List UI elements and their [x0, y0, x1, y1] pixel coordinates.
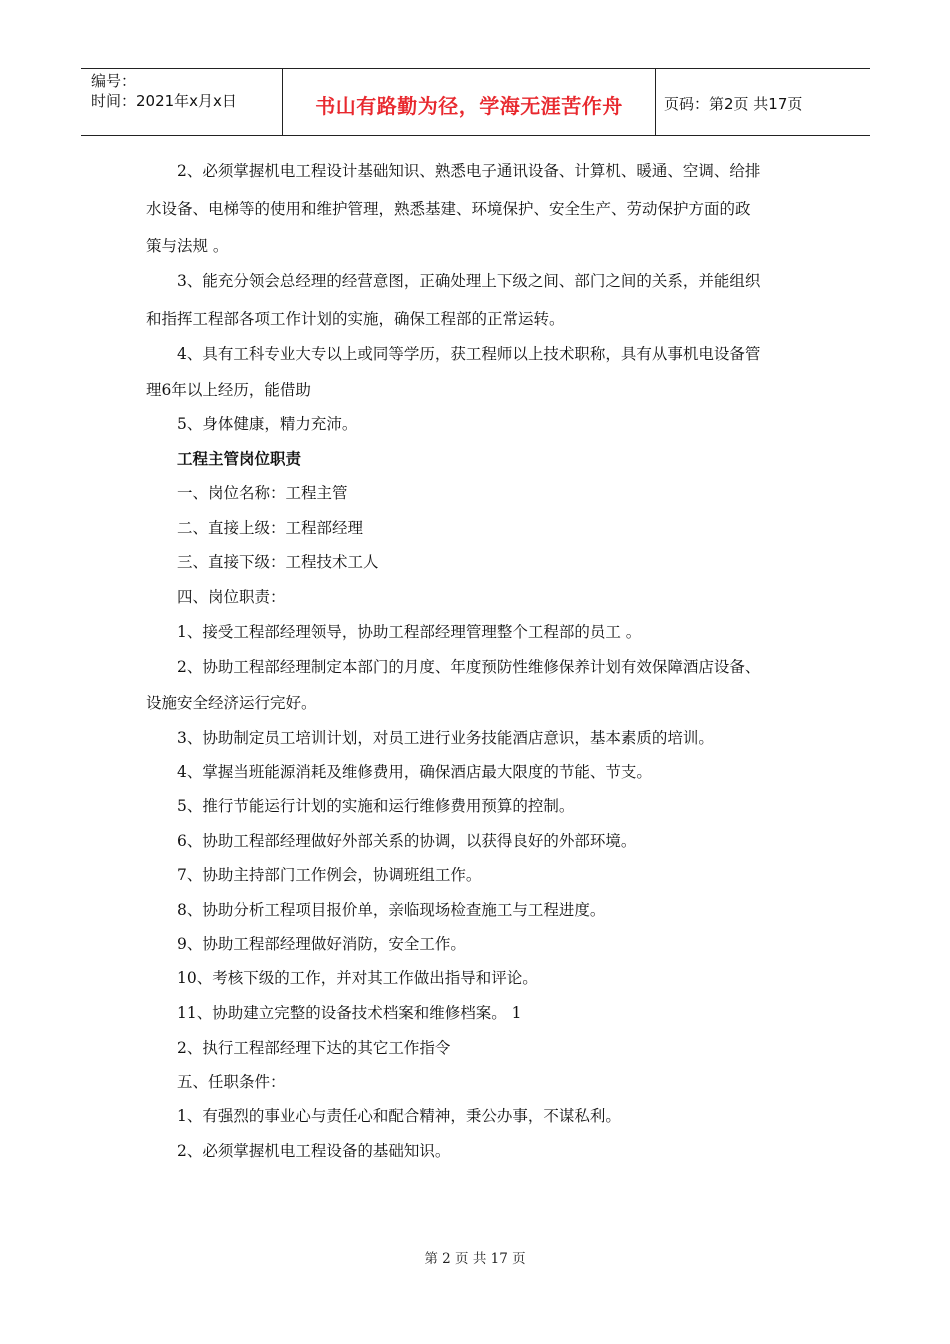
paragraph-line: 5、身体健康，精力充沛。 [177, 415, 358, 433]
duty-item: 3、协助制定员工培训计划，对员工进行业务技能酒店意识，基本素质的培训。 [177, 729, 714, 747]
requirement-item: 1、有强烈的事业心与责任心和配合精神，秉公办事，不谋私利。 [177, 1107, 621, 1125]
header-motto: 书山有路勤为径，学海无涯苦作舟 [283, 69, 656, 135]
duty-item: 5、推行节能运行计划的实施和运行维修费用预算的控制。 [177, 797, 575, 815]
paragraph-line: 理6年以上经历，能借助 [146, 381, 311, 399]
duty-item-cont: 设施安全经济运行完好。 [146, 694, 317, 712]
list-item: 一、岗位名称：工程主管 [177, 484, 348, 502]
duty-item: 8、协助分析工程项目报价单，亲临现场检查施工与工程进度。 [177, 901, 606, 919]
paragraph-line: 水设备、电梯等的使用和维护管理，熟悉基建、环境保护、安全生产、劳动保护方面的政 [146, 200, 751, 218]
paragraph-line: 策与法规 。 [146, 237, 229, 255]
paragraph-line: 和指挥工程部各项工作计划的实施，确保工程部的正常运转。 [146, 310, 565, 328]
page-header [81, 68, 870, 136]
header-page-info: 页码：第2页 共17页 [664, 94, 803, 113]
duty-item: 1、接受工程部经理领导，协助工程部经理管理整个工程部的员工 。 [177, 623, 642, 641]
section-title: 工程主管岗位职责 [177, 450, 302, 468]
paragraph-line: 3、能充分领会总经理的经营意图，正确处理上下级之间、部门之间的关系，并能组织 [177, 272, 761, 290]
duty-item: 9、协助工程部经理做好消防，安全工作。 [177, 935, 466, 953]
duty-item: 11、协助建立完整的设备技术档案和维修档案。 1 [177, 1004, 522, 1022]
date-label: 时间：2021年x月x日 [91, 92, 237, 110]
doc-number-label: 编号： [91, 72, 137, 90]
list-item: 五、任职条件： [177, 1073, 286, 1091]
duty-item: 10、考核下级的工作，并对其工作做出指导和评论。 [177, 969, 538, 987]
duty-item: 7、协助主持部门工作例会，协调班组工作。 [177, 866, 482, 884]
list-item: 四、岗位职责： [177, 588, 286, 606]
header-meta [81, 69, 283, 135]
requirement-item: 2、必须掌握机电工程设备的基础知识。 [177, 1142, 451, 1160]
duty-item: 2、执行工程部经理下达的其它工作指令 [177, 1039, 451, 1057]
duty-item: 2、协助工程部经理制定本部门的月度、年度预防性维修保养计划有效保障酒店设备、 [177, 658, 761, 676]
duty-item: 6、协助工程部经理做好外部关系的协调，以获得良好的外部环境。 [177, 832, 637, 850]
list-item: 二、直接上级：工程部经理 [177, 519, 364, 537]
paragraph-line: 2、必须掌握机电工程设计基础知识、熟悉电子通讯设备、计算机、暖通、空调、给排 [177, 162, 761, 180]
duty-item: 4、掌握当班能源消耗及维修费用，确保酒店最大限度的节能、节支。 [177, 763, 652, 781]
page-footer: 第 2 页 共 17 页 [424, 1251, 526, 1267]
paragraph-line: 4、具有工科专业大专以上或同等学历，获工程师以上技术职称，具有从事机电设备管 [177, 345, 761, 363]
list-item: 三、直接下级：工程技术工人 [177, 553, 379, 571]
